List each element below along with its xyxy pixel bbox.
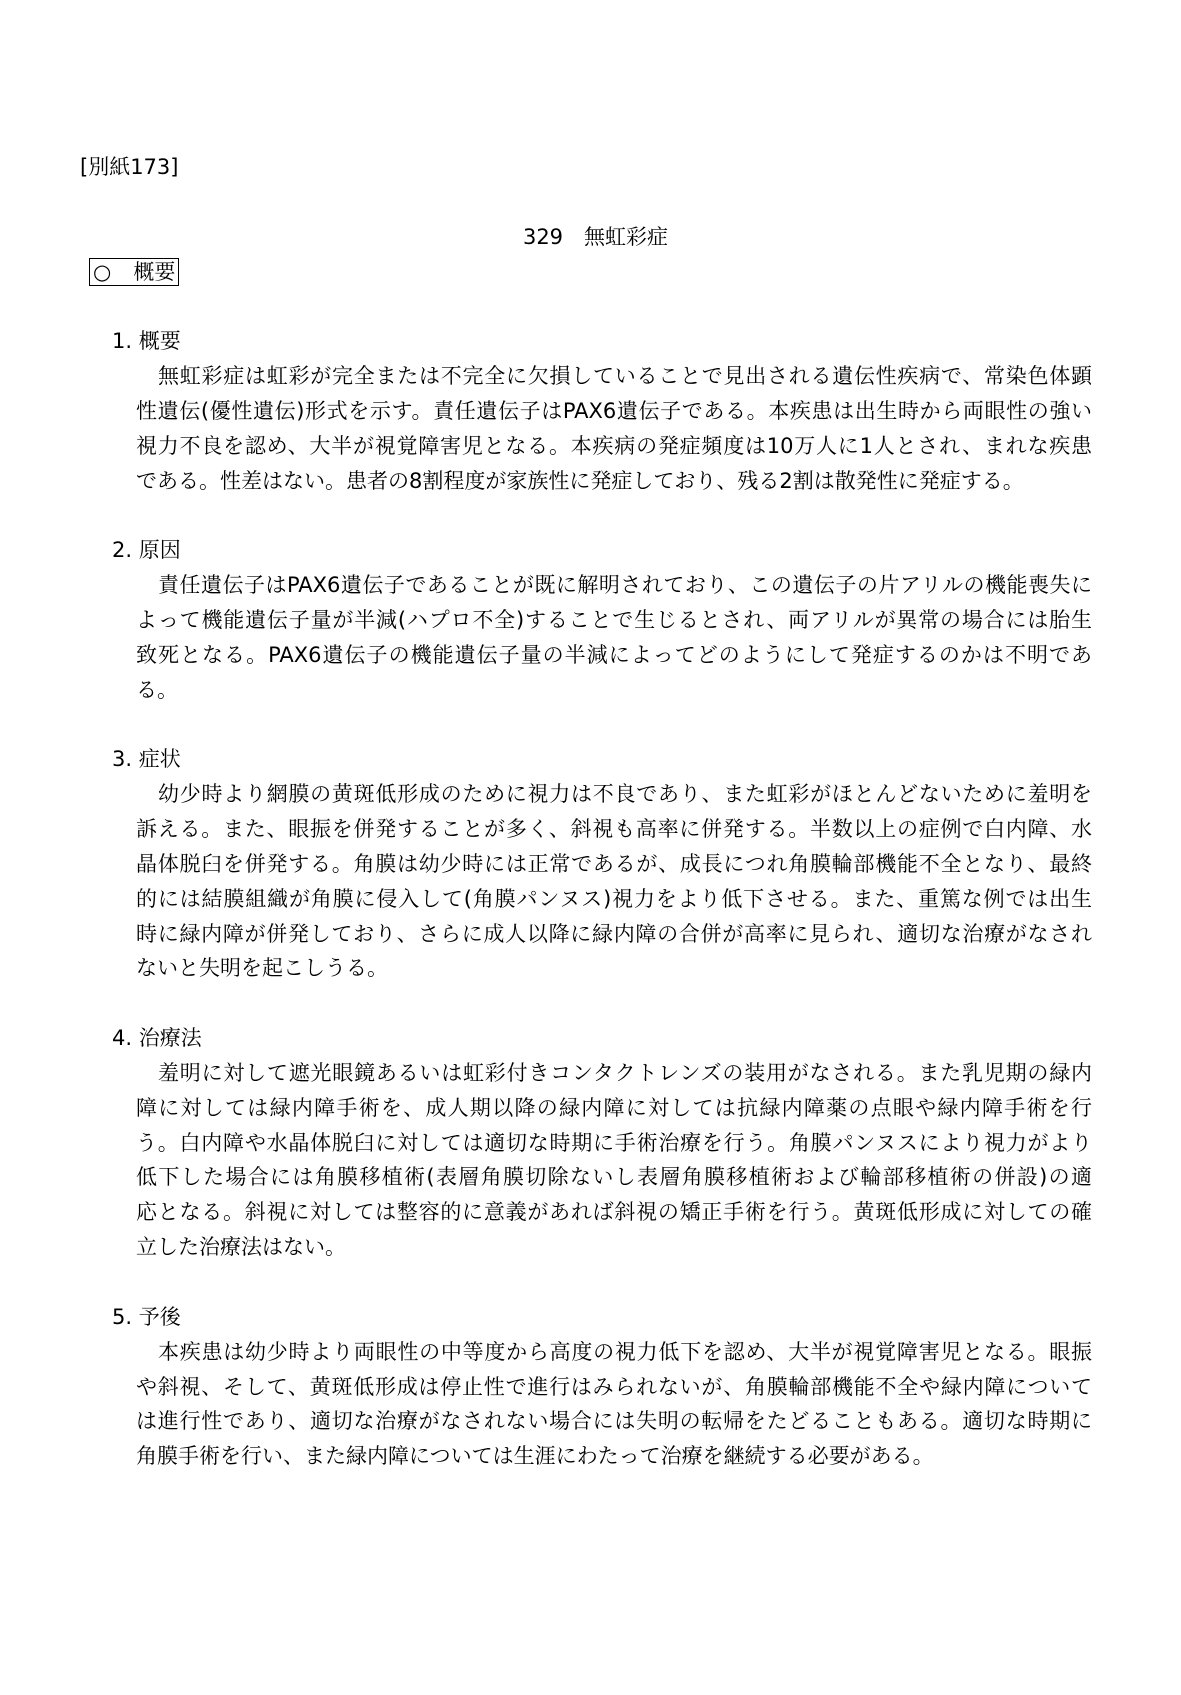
paragraph-line: 幼少時より網膜の黄斑低形成のために視力は不良であり、また虹彩がほとんどないために羞明を	[158, 782, 1092, 807]
paragraph-line: 性遺伝(優性遺伝)形式を示す。責任遺伝子はPAX6遺伝子である。本疾患は出生時から両眼性の強い	[136, 398, 1092, 423]
paragraph-line: よって機能遺伝子量が半減(ハプロ不全)することで生じるとされ、両アリルが異常の場合には胎生	[136, 607, 1092, 632]
paragraph-line: 責任遺伝子はPAX6遺伝子であることが既に解明されており、この遺伝子の片アリルの機能喪失に	[158, 573, 1092, 598]
page-title: 329 無虹彩症	[522, 224, 669, 249]
paragraph-line: 訴える。また、眼振を併発することが多く、斜視も高率に併発する。半数以上の症例で白内障、水	[136, 817, 1092, 842]
section-heading: 3. 症状	[112, 747, 181, 772]
overview-box-label: 概要	[133, 259, 176, 284]
section-heading: 4. 治療法	[112, 1026, 202, 1051]
paragraph-line: 致死となる。PAX6遺伝子の機能遺伝子量の半減によってどのようにして発症するのかは不明であ	[136, 642, 1092, 667]
paragraph-line: は進行性であり、適切な治療がなされない場合には失明の転帰をたどることもある。適切な時期に	[136, 1409, 1092, 1434]
document-page	[0, 150, 1181, 1474]
section	[0, 1265, 1181, 1474]
overview-box	[89, 258, 179, 286]
section	[0, 986, 1181, 1265]
section-heading: 2. 原因	[112, 538, 181, 563]
paragraph-line: る。	[136, 677, 178, 702]
spacer	[0, 185, 1181, 220]
paragraph-line: 本疾患は幼少時より両眼性の中等度から高度の視力低下を認め、大半が視覚障害児となる。眼振	[158, 1339, 1092, 1364]
paragraph-line: 応となる。斜視に対しては整容的に意義があれば斜視の矯正手術を行う。黄斑低形成に対しての確	[136, 1200, 1092, 1225]
paragraph-line: 立した治療法はない。	[136, 1235, 346, 1260]
paragraph-line: 時に緑内障が併発しており、さらに成人以降に緑内障の合併が高率に見られ、適切な治療がなされ	[136, 921, 1092, 946]
paragraph-line: 低下した場合には角膜移植術(表層角膜切除ないし表層角膜移植術および輪部移植術の併設)の適	[136, 1165, 1092, 1190]
paragraph-line: 視力不良を認め、大半が視覚障害児となる。本疾病の発症頻度は10万人に1人とされ、まれな疾患	[136, 433, 1092, 458]
paragraph-line: 晶体脱臼を併発する。角膜は幼少時には正常であるが、成長につれ角膜輪部機能不全となり、最終	[136, 851, 1092, 876]
paragraph-line: 障に対しては緑内障手術を、成人期以降の緑内障に対しては抗緑内障薬の点眼や緑内障手術を行	[136, 1095, 1092, 1120]
circle-marker: ○	[93, 259, 112, 284]
paragraph-line: 無虹彩症は虹彩が完全または不完全に欠損していることで見出される遺伝性疾病で、常染色体顕	[158, 364, 1092, 389]
paragraph-line: 羞明に対して遮光眼鏡あるいは虹彩付きコンタクトレンズの装用がなされる。また乳児期の緑内	[158, 1060, 1092, 1085]
paragraph-line: う。白内障や水晶体脱臼に対しては適切な時期に手術治療を行う。角膜パンヌスにより視力がより	[136, 1130, 1092, 1155]
spacer	[0, 289, 1181, 324]
section	[0, 289, 1181, 498]
spacer	[0, 708, 1181, 743]
section-heading: 5. 予後	[112, 1304, 181, 1329]
paragraph-line: ないと失明を起こしうる。	[136, 956, 388, 981]
paragraph-line: 的には結膜組織が角膜に侵入して(角膜パンヌス)視力をより低下させる。また、重篤な例では出生	[136, 886, 1092, 911]
section	[0, 708, 1181, 987]
spacer	[0, 498, 1181, 533]
paragraph-line: 角膜手術を行い、また緑内障については生涯にわたって治療を継続する必要がある。	[136, 1444, 934, 1469]
sections	[0, 289, 1181, 1474]
paragraph-line: や斜視、そして、黄斑低形成は停止性で進行はみられないが、角膜輪部機能不全や緑内障について	[136, 1374, 1092, 1399]
spacer	[0, 986, 1181, 1021]
attachment-label: [別紙173]	[80, 155, 179, 179]
section-heading: 1. 概要	[112, 329, 181, 354]
section	[0, 498, 1181, 707]
paragraph-line: である。性差はない。患者の8割程度が家族性に発症しており、残る2割は散発性に発症する。	[136, 468, 1024, 493]
overview-box-row	[0, 255, 1181, 290]
spacer	[0, 1265, 1181, 1300]
